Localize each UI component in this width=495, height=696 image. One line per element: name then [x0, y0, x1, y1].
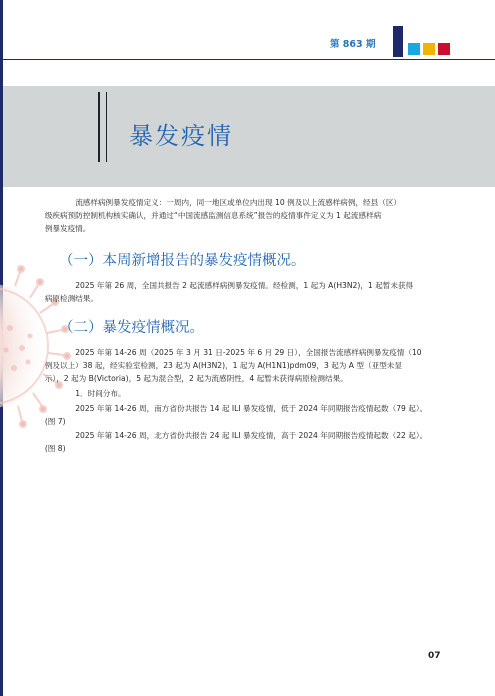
text-line: 1．时间分布。 — [75, 389, 126, 398]
section2-paragraph-1 — [44, 346, 443, 385]
text-line: (图 8) — [44, 444, 66, 453]
text-line: 2025 年第 14-26 周，南方省份共报告 14 起 ILI 暴发疫情，低于 2024 年同期报告疫情起数（79 起）。 — [75, 404, 428, 413]
issue-number: 第 863 期 — [330, 39, 376, 50]
header-rule — [0, 59, 495, 60]
section2-subheading-time — [60, 387, 443, 400]
intro-paragraph — [44, 196, 443, 235]
text-line: 病原检测结果。 — [44, 294, 98, 303]
text-line: 流感样病例暴发疫情定义：一周内，同一地区或单位内出现 10 例及以上流感样病例，经县（区） — [75, 198, 402, 207]
logo-square-red — [438, 43, 450, 55]
text-line: 2025 年第 26 周，全国共报告 2 起流感样病例暴发疫情。经检测，1 起为 A(H3N2)，1 起暂未获得 — [75, 281, 414, 290]
banner-title: 暴发疫情 — [129, 122, 233, 150]
logo-square-yellow — [423, 43, 435, 55]
logo-navy-bar — [393, 26, 403, 57]
logo-square-blue — [408, 43, 420, 55]
section-banner — [3, 86, 495, 187]
section2-paragraph-south — [44, 402, 443, 428]
text-line: 2025 年第 14-26 周，北方省份共报告 24 起 ILI 暴发疫情，高于 2024 年同期报告疫情起数（22 起）。 — [75, 431, 428, 440]
text-line: (图 7) — [44, 417, 66, 426]
banner-divider-thick — [98, 92, 100, 162]
page-number: 07 — [428, 651, 441, 661]
text-line: 级疾病预防控制机构核实确认，并通过“中国流感监测信息系统”报告的疫情事件定义为 1 起流感样病 — [44, 211, 382, 220]
text-line: 2025 年第 14-26 周（2025 年 3 月 31 日-2025 年 6 月 29 日），全国报告流感样病例暴发疫情（10 — [75, 348, 422, 357]
text-line: 例及以上）38 起，经实验室检测，23 起为 A(H3N2)，1 起为 A(H1N1)pdm09，3 起为 A 型（亚型未显 — [44, 361, 402, 370]
text-line: 例暴发疫情。 — [44, 224, 91, 233]
section-heading-overview: （二）暴发疫情概况。 — [59, 320, 204, 336]
text-line: 示），2 起为 B(Victoria)，5 起为混合型，2 起为流感阴性，4 起暂未获得病原检测结果。 — [44, 374, 348, 383]
section1-paragraph — [44, 279, 443, 305]
banner-divider-thin — [106, 92, 107, 162]
section2-paragraph-north — [44, 429, 443, 455]
section-heading-new-reports: （一）本周新增报告的暴发疫情概况。 — [59, 253, 306, 269]
